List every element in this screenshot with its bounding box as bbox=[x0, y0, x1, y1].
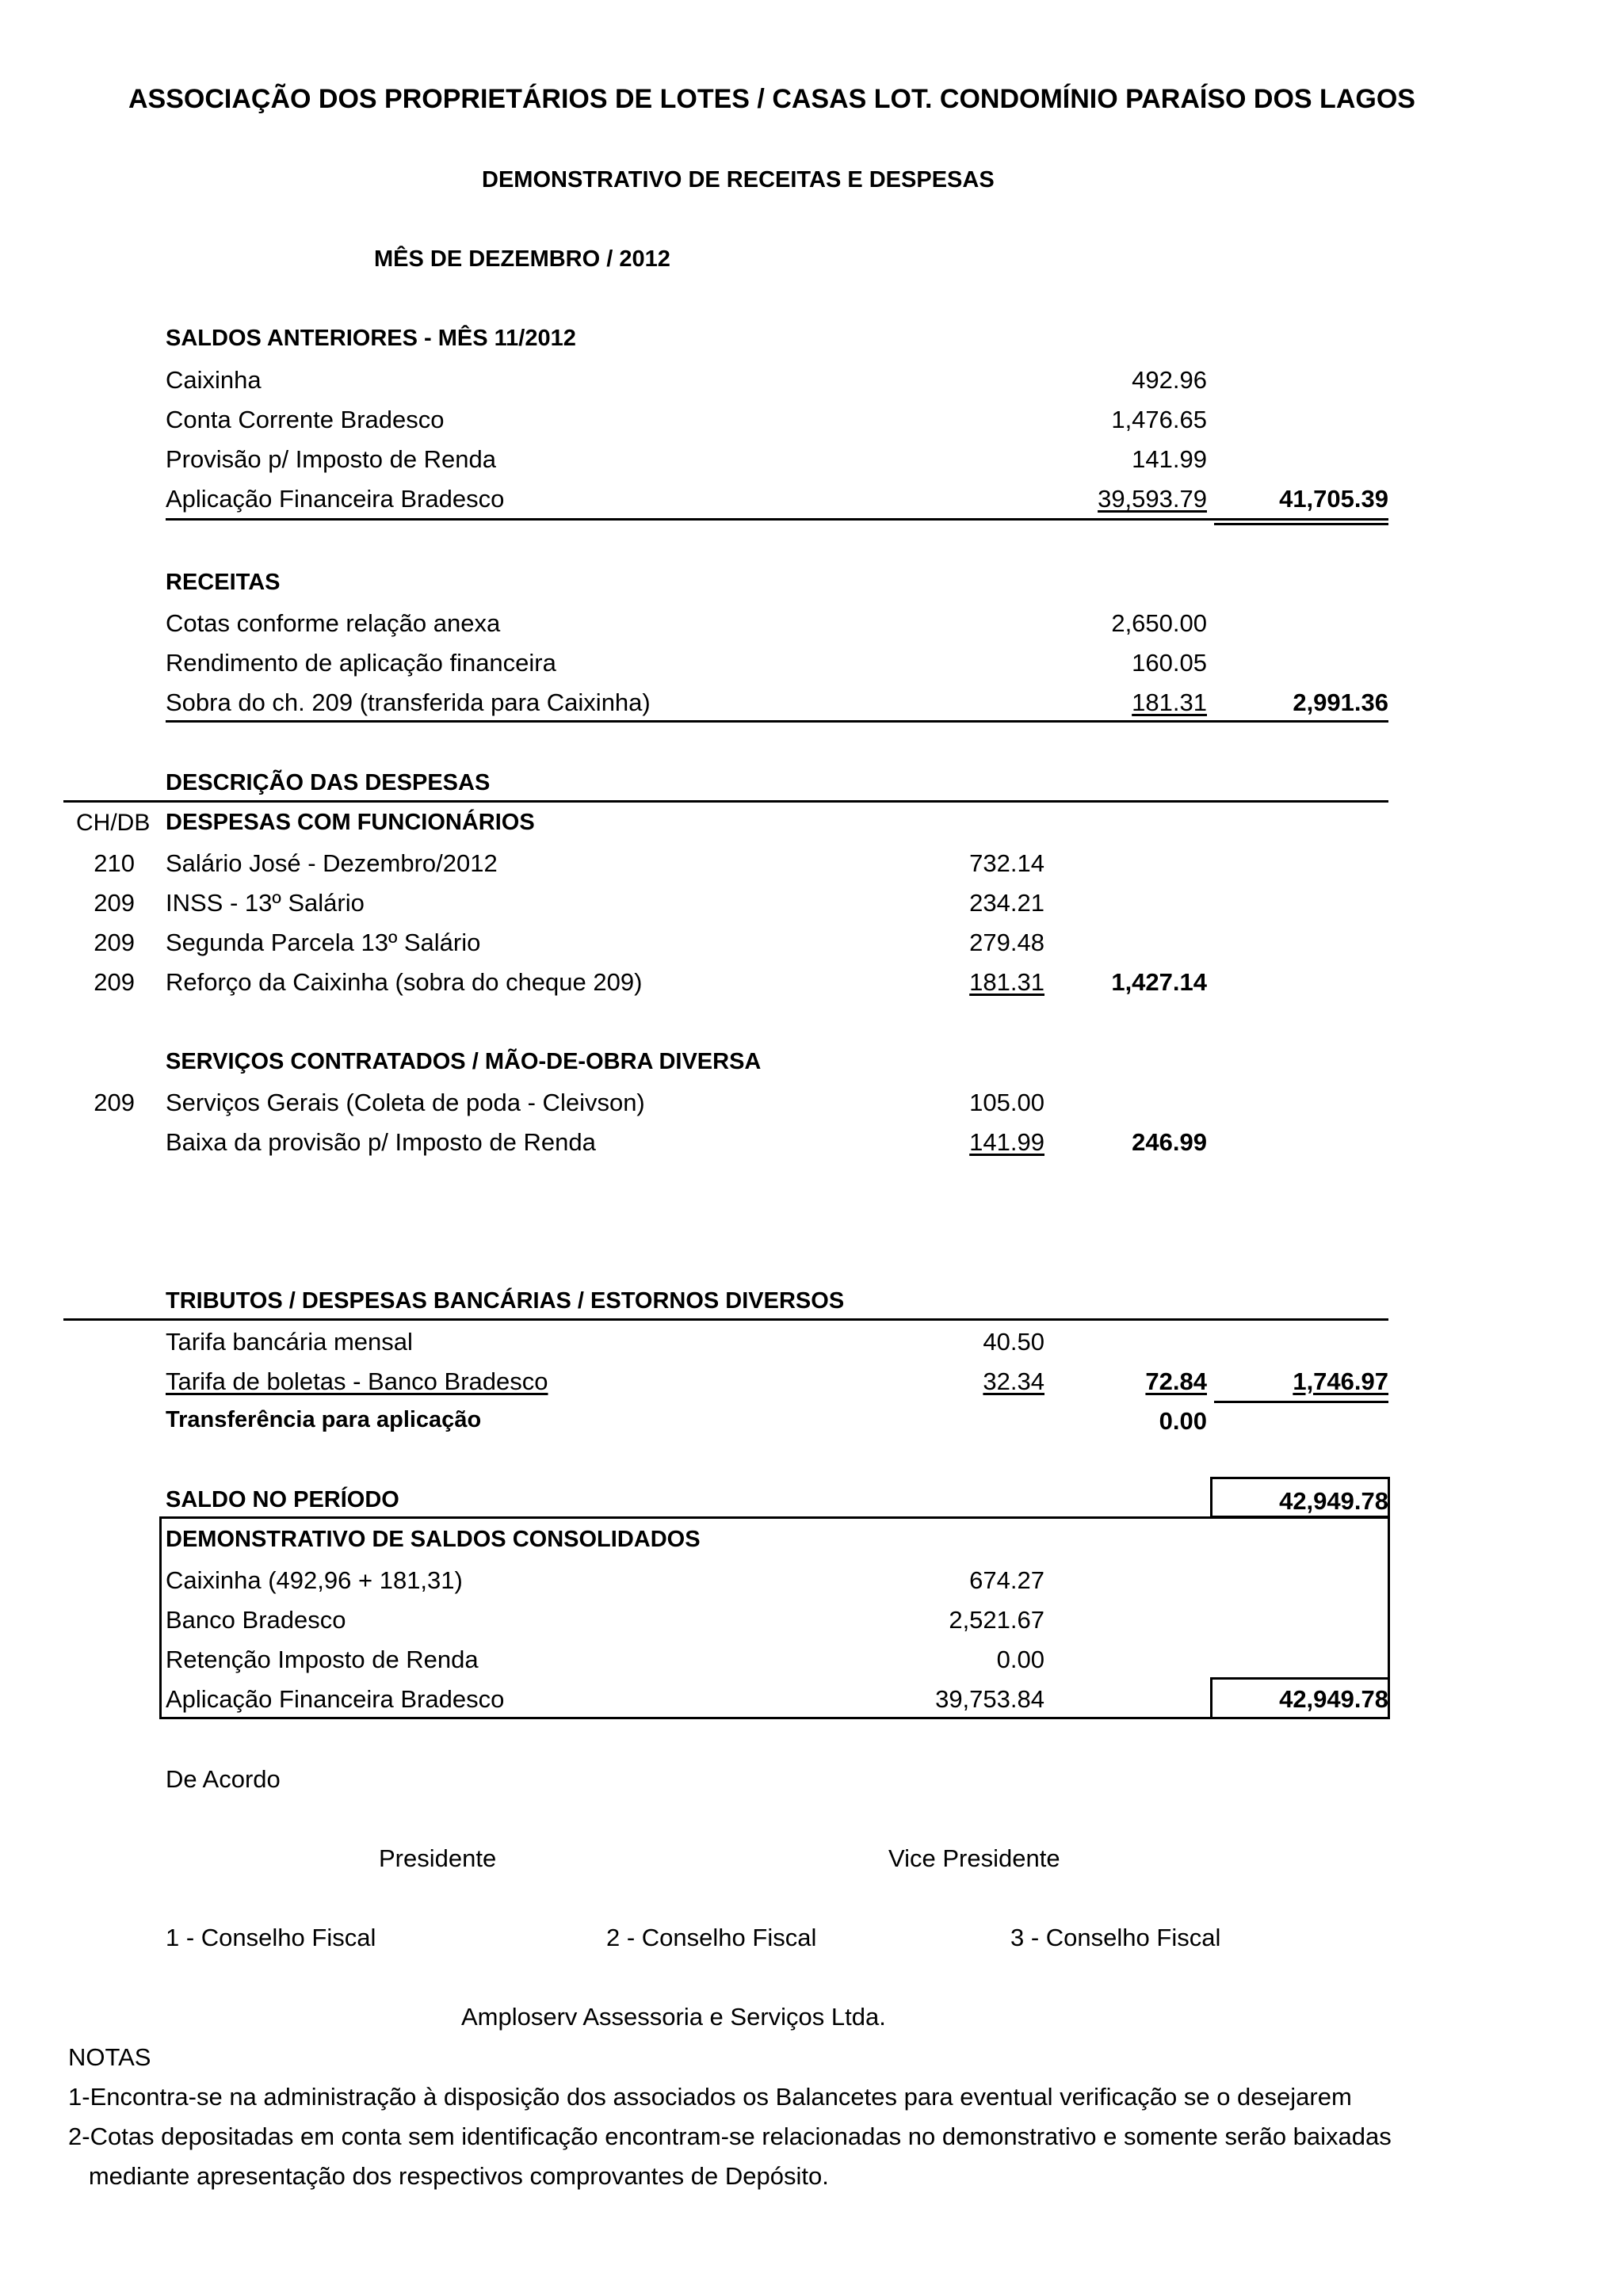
despesa-value: 279.48 bbox=[969, 929, 1044, 956]
consolidado-value: 0.00 bbox=[996, 1646, 1044, 1673]
servicos-subtotal: 246.99 bbox=[1132, 1128, 1207, 1156]
report-title: DEMONSTRATIVO DE RECEITAS E DESPESAS bbox=[482, 167, 995, 193]
despesa-value: 105.00 bbox=[969, 1089, 1044, 1116]
transferencia-value: 0.00 bbox=[1159, 1407, 1207, 1435]
saldo-ant-value: 492.96 bbox=[1132, 366, 1207, 394]
divider bbox=[63, 1318, 1388, 1321]
despesa-value: 234.21 bbox=[969, 889, 1044, 917]
divider bbox=[63, 800, 1388, 803]
tributos-subtotal: 72.84 bbox=[1145, 1367, 1207, 1395]
saldo-ant-value: 141.99 bbox=[1132, 445, 1207, 473]
receitas-total: 2,991.36 bbox=[1293, 688, 1388, 716]
despesa-label: Segunda Parcela 13º Salário bbox=[166, 929, 481, 956]
servicos-heading: SERVIÇOS CONTRATADOS / MÃO-DE-OBRA DIVERSA bbox=[166, 1049, 762, 1074]
despesa-value: 732.14 bbox=[969, 849, 1044, 877]
despesas-total: 1,746.97 bbox=[1293, 1367, 1388, 1395]
saldo-ant-label: Caixinha bbox=[166, 366, 262, 394]
divider bbox=[166, 518, 1388, 521]
saldo-ant-value: 39,593.79 bbox=[1098, 485, 1207, 513]
double-underline bbox=[1214, 1401, 1388, 1403]
cheque-number: 210 bbox=[94, 849, 135, 877]
de-acordo: De Acordo bbox=[166, 1765, 281, 1793]
despesa-label: Tarifa de boletas - Banco Bradesco bbox=[166, 1367, 548, 1395]
cheque-number: 209 bbox=[94, 889, 135, 917]
receita-label: Rendimento de aplicação financeira bbox=[166, 649, 556, 677]
tributos-heading: TRIBUTOS / DESPESAS BANCÁRIAS / ESTORNOS DIVERSOS bbox=[166, 1288, 845, 1314]
consolidado-label: Banco Bradesco bbox=[166, 1606, 346, 1634]
receita-label: Sobra do ch. 209 (transferida para Caixinha) bbox=[166, 688, 651, 716]
consolidado-value: 2,521.67 bbox=[949, 1606, 1044, 1634]
consolidado-value: 39,753.84 bbox=[935, 1685, 1044, 1713]
presidente-signature: Presidente bbox=[379, 1844, 497, 1872]
funcionarios-subtotal: 1,427.14 bbox=[1111, 968, 1207, 996]
consolidado-value: 674.27 bbox=[969, 1566, 1044, 1594]
despesa-value: 141.99 bbox=[969, 1128, 1044, 1156]
consolidado-label: Aplicação Financeira Bradesco bbox=[166, 1685, 505, 1713]
receita-value: 181.31 bbox=[1132, 688, 1207, 716]
cheque-number: 209 bbox=[94, 929, 135, 956]
nota-line: 1-Encontra-se na administração à disposição dos associados os Balancetes para eventual verificação se o desejarem bbox=[68, 2083, 1352, 2111]
saldos-anteriores-heading: SALDOS ANTERIORES - MÊS 11/2012 bbox=[166, 326, 576, 351]
despesa-value: 181.31 bbox=[969, 968, 1044, 996]
chdb-label: CH/DB bbox=[76, 810, 151, 836]
saldos-anteriores-total: 41,705.39 bbox=[1279, 485, 1388, 513]
saldo-ant-value: 1,476.65 bbox=[1111, 406, 1207, 433]
despesa-label: Salário José - Dezembro/2012 bbox=[166, 849, 498, 877]
saldo-value: 42,949.78 bbox=[1279, 1487, 1388, 1515]
funcionarios-heading: DESPESAS COM FUNCIONÁRIOS bbox=[166, 810, 535, 835]
consolidado-label: Caixinha (492,96 + 181,31) bbox=[166, 1566, 463, 1594]
conselho-fiscal-3: 3 - Conselho Fiscal bbox=[1010, 1924, 1221, 1951]
saldo-ant-label: Conta Corrente Bradesco bbox=[166, 406, 445, 433]
receita-value: 160.05 bbox=[1132, 649, 1207, 677]
receita-value: 2,650.00 bbox=[1111, 609, 1207, 637]
company-name: Amploserv Assessoria e Serviços Ltda. bbox=[461, 2003, 886, 2031]
saldo-label: SALDO NO PERÍODO bbox=[166, 1487, 399, 1512]
despesa-label: INSS - 13º Salário bbox=[166, 889, 365, 917]
despesa-label: Baixa da provisão p/ Imposto de Renda bbox=[166, 1128, 596, 1156]
report-month: MÊS DE DEZEMBRO / 2012 bbox=[374, 246, 670, 272]
despesa-value: 40.50 bbox=[983, 1328, 1044, 1356]
vice-presidente-signature: Vice Presidente bbox=[888, 1844, 1060, 1872]
conselho-fiscal-2: 2 - Conselho Fiscal bbox=[606, 1924, 817, 1951]
receitas-heading: RECEITAS bbox=[166, 570, 281, 595]
conselho-fiscal-1: 1 - Conselho Fiscal bbox=[166, 1924, 376, 1951]
org-title: ASSOCIAÇÃO DOS PROPRIETÁRIOS DE LOTES / CASAS LOT. CONDOMÍNIO PARAÍSO DOS LAGOS bbox=[128, 84, 1415, 114]
saldo-ant-label: Aplicação Financeira Bradesco bbox=[166, 485, 505, 513]
saldo-ant-label: Provisão p/ Imposto de Renda bbox=[166, 445, 497, 473]
despesa-value: 32.34 bbox=[983, 1367, 1044, 1395]
nota-line: mediante apresentação dos respectivos comprovantes de Depósito. bbox=[68, 2162, 829, 2190]
divider bbox=[166, 720, 1388, 723]
consolidado-label: Retenção Imposto de Renda bbox=[166, 1646, 479, 1673]
double-underline bbox=[1214, 523, 1388, 525]
cheque-number: 209 bbox=[94, 1089, 135, 1116]
notas-heading: NOTAS bbox=[68, 2043, 151, 2071]
despesa-label: Serviços Gerais (Coleta de poda - Cleivson) bbox=[166, 1089, 645, 1116]
consolidado-total: 42,949.78 bbox=[1279, 1685, 1388, 1713]
receita-label: Cotas conforme relação anexa bbox=[166, 609, 501, 637]
cheque-number: 209 bbox=[94, 968, 135, 996]
consolidado-heading: DEMONSTRATIVO DE SALDOS CONSOLIDADOS bbox=[166, 1527, 701, 1552]
despesa-label: Reforço da Caixinha (sobra do cheque 209) bbox=[166, 968, 643, 996]
despesa-label: Tarifa bancária mensal bbox=[166, 1328, 413, 1356]
despesas-heading: DESCRIÇÃO DAS DESPESAS bbox=[166, 770, 491, 795]
transferencia-label: Transferência para aplicação bbox=[166, 1407, 482, 1432]
nota-line: 2-Cotas depositadas em conta sem identificação encontram-se relacionadas no demonstrativo e somente serão baixadas bbox=[68, 2122, 1392, 2150]
